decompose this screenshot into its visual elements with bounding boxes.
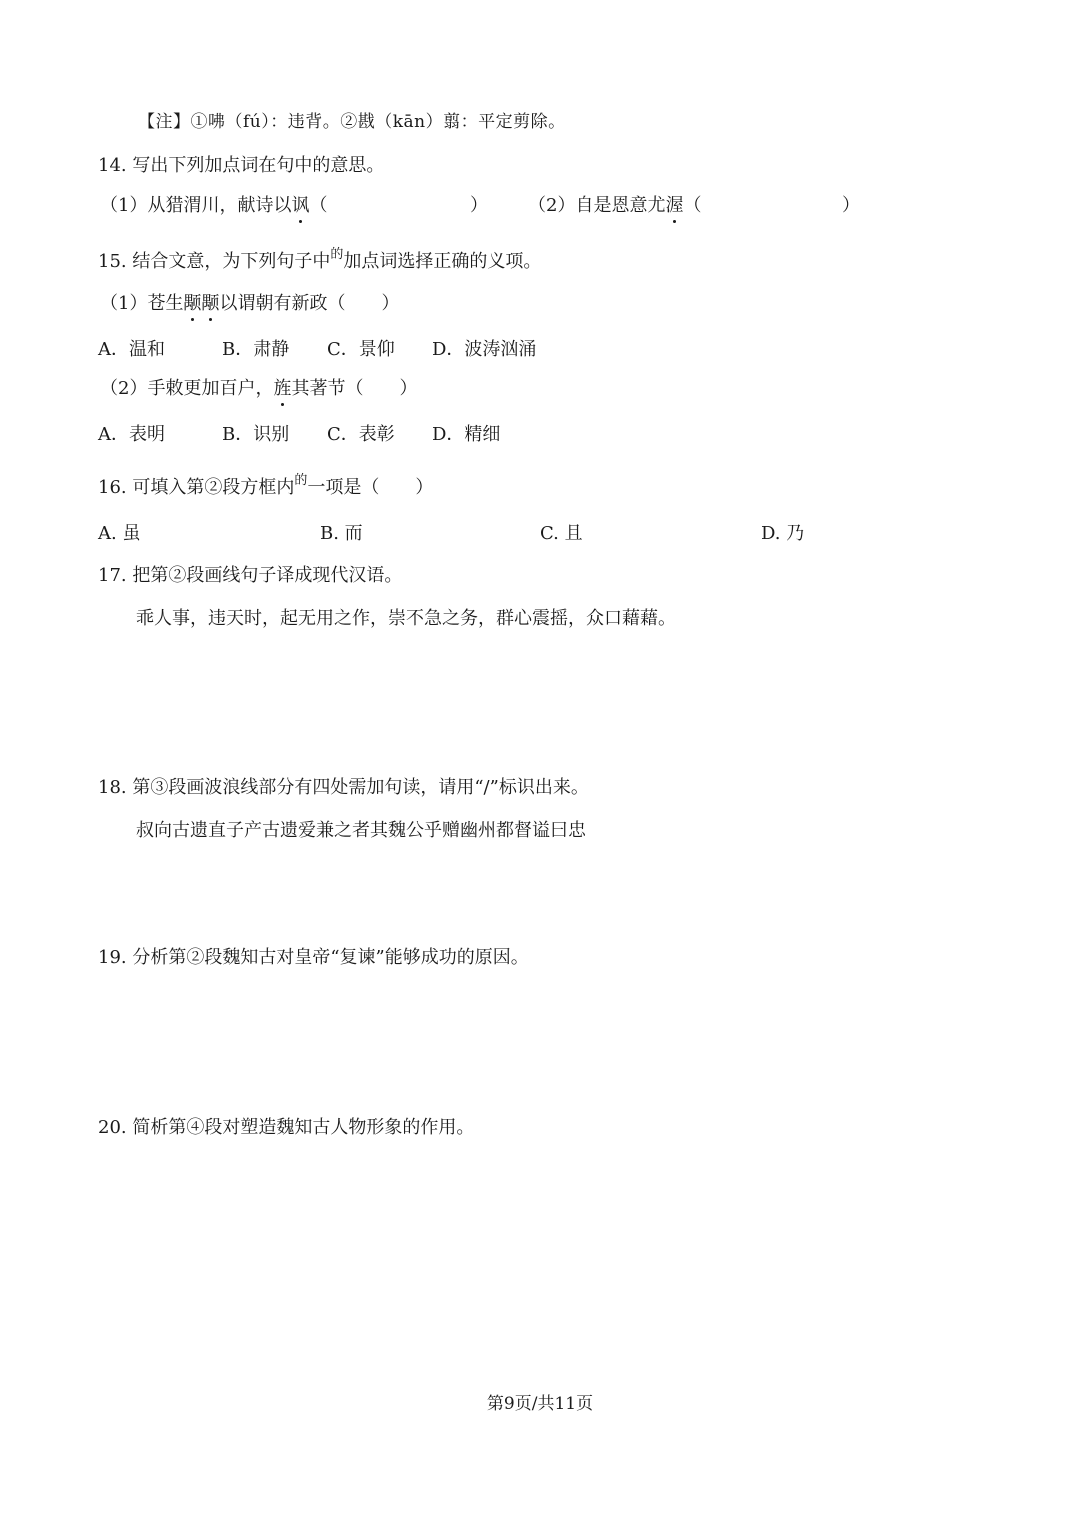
q14-item2-close-paren: ） [842,195,860,216]
question-15-sub-1 [100,292,399,316]
q15-sub1-prefix: （1）苍生 [100,293,184,314]
page-number-footer: 第9页/共11页 [486,1394,594,1414]
question-16-stem [98,473,434,502]
q16-stem-part-a: 16. 可填入第②段方框内 [98,477,295,498]
question-14-stem: 14. 写出下列加点词在句中的意思。 [98,155,385,176]
q14-item1-prefix: （1）从猎渭川，献诗以 [100,195,292,216]
question-15-sub-2 [100,377,417,401]
note-1-pinyin: fú [243,112,262,132]
question-18-sentence: 叔向古遗直子产古遗爱兼之者其魏公乎赠幽州都督谥曰忠 [136,820,586,841]
q15-stem-part-a: 15. 结合文意，为下列句子中 [98,251,331,272]
q14-item2-dotted-word: 渥 [665,195,684,216]
question-17-stem: 17. 把第②段画线句子译成现代汉语。 [98,565,403,586]
q15-sub1-dotted-char-1: 颙 [183,293,202,314]
question-14-item-2 [528,194,701,218]
note-2-text-a: ②戡（ [340,112,393,132]
note-2-text-b: ）翦：平定剪除。 [425,112,566,132]
q16-option-b: B. 而 [320,523,363,544]
q16-option-d: D. 乃 [761,523,805,544]
q15-sub1-option-a: A．温和 [98,339,165,360]
q15-sub2-suffix: 其著节（ ） [291,378,418,399]
q16-stem-superscript: 的 [294,473,308,488]
q14-item1-dotted-word: 讽 [291,195,310,216]
q15-stem-part-b: 加点词选择正确的义项。 [343,251,542,272]
q15-sub1-option-b: B．肃静 [222,339,290,360]
question-14-item-1 [100,194,327,218]
annotation-note [138,110,566,134]
q14-item2-open-paren: （ [683,195,702,216]
question-20-stem: 20. 简析第④段对塑造魏知古人物形象的作用。 [98,1117,475,1138]
q15-sub2-option-d: D．精细 [432,424,501,445]
note-1-text-b: ）：违背。 [261,112,341,132]
question-19-stem: 19. 分析第②段魏知古对皇帝“复谏”能够成功的原因。 [98,947,529,968]
q15-sub1-dotted-char-2: 颙 [201,293,220,314]
q16-option-c: C. 且 [540,523,583,544]
q16-option-a: A. 虽 [98,523,141,544]
q15-stem-superscript: 的 [330,247,344,262]
q16-stem-part-b: 一项是（ ） [307,477,434,498]
question-17-sentence: 乖人事，违天时，起无用之作，崇不急之务，群心震摇，众口藉藉。 [136,608,676,629]
q14-item1-open-paren: （ [309,195,328,216]
question-18-stem: 18. 第③段画波浪线部分有四处需加句读，请用“/”标识出来。 [98,777,589,798]
q15-sub2-prefix: （2）手敕更加百户， [100,378,274,399]
q15-sub1-option-c: C．景仰 [327,339,395,360]
note-2-pinyin: kān [392,112,426,132]
q15-sub2-option-a: A．表明 [98,424,165,445]
q15-sub2-option-c: C．表彰 [327,424,395,445]
q15-sub1-suffix: 以谓朝有新政（ ） [219,293,400,314]
question-15-stem [98,247,542,276]
q15-sub1-option-d: D．波涛汹涌 [432,339,537,360]
q14-item2-prefix: （2）自是恩意尤 [528,195,666,216]
q15-sub2-dotted-char: 旌 [273,378,292,399]
note-1-text-a: ①咈（ [190,112,243,132]
q15-sub2-option-b: B．识别 [222,424,290,445]
note-label: 【注】 [138,112,191,132]
q14-item1-close-paren: ） [470,195,488,216]
